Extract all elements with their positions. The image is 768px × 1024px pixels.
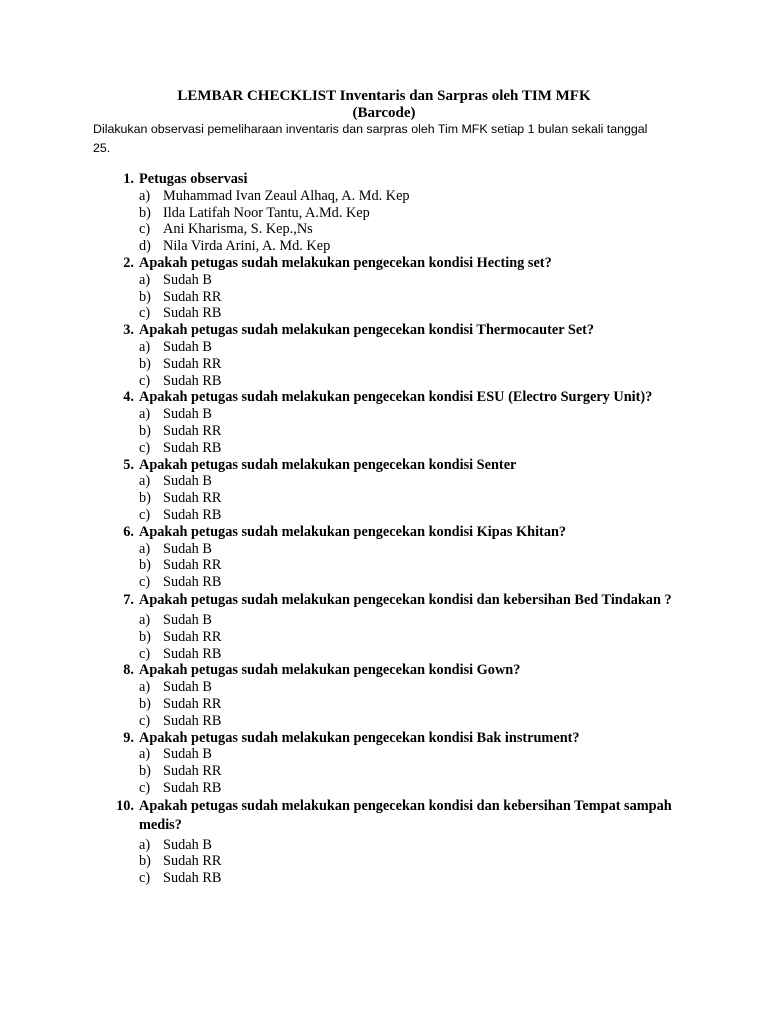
option-letter: a) — [139, 187, 151, 204]
option-list — [0, 837, 768, 887]
option-item — [0, 541, 768, 558]
option-item — [0, 272, 768, 289]
option-item — [0, 490, 768, 507]
option-text: Sudah RB — [163, 574, 222, 591]
question-text: Apakah petugas sudah melakukan pengecekan kondisi Thermocauter Set? — [139, 322, 595, 339]
question-text: Apakah petugas sudah melakukan pengecekan kondisi ESU (Electro Surgery Unit)? — [139, 389, 653, 406]
option-text: Sudah B — [163, 406, 212, 423]
checklist — [0, 171, 768, 887]
option-list — [0, 406, 768, 456]
option-text: Sudah RR — [163, 628, 222, 645]
option-letter: d) — [139, 238, 151, 255]
option-letter: a) — [139, 406, 151, 423]
option-item — [0, 837, 768, 854]
option-letter: a) — [139, 836, 151, 853]
option-item — [0, 406, 768, 423]
checklist-question — [0, 797, 679, 835]
option-text: Sudah B — [163, 679, 212, 696]
checklist-question — [0, 255, 679, 272]
option-text: Ilda Latifah Noor Tantu, A.Md. Kep — [163, 204, 370, 221]
option-item — [0, 713, 768, 730]
option-item — [0, 780, 768, 797]
question-text: Apakah petugas sudah melakukan pengecekan kondisi Gown? — [139, 662, 521, 679]
option-text: Ani Kharisma, S. Kep.,Ns — [163, 221, 313, 238]
option-letter: c) — [139, 574, 151, 591]
option-text: Muhammad Ivan Zeaul Alhaq, A. Md. Kep — [163, 187, 410, 204]
option-item — [0, 221, 768, 238]
option-item — [0, 746, 768, 763]
option-item — [0, 646, 768, 663]
option-letter: b) — [139, 628, 151, 645]
option-list — [0, 473, 768, 523]
question-text: Apakah petugas sudah melakukan pengecekan kondisi Senter — [139, 456, 517, 473]
option-letter: a) — [139, 271, 151, 288]
question-number: 9. — [123, 729, 134, 746]
option-letter: c) — [139, 779, 151, 796]
option-text: Sudah B — [163, 338, 212, 355]
option-text: Sudah RB — [163, 712, 222, 729]
option-letter: a) — [139, 540, 151, 557]
option-letter: a) — [139, 473, 151, 490]
question-number: 4. — [123, 389, 134, 406]
option-text: Sudah RB — [163, 506, 222, 523]
option-letter: c) — [139, 221, 151, 238]
option-item — [0, 440, 768, 457]
checklist-question — [0, 322, 679, 339]
option-letter: a) — [139, 679, 151, 696]
option-letter: c) — [139, 712, 151, 729]
option-item — [0, 629, 768, 646]
question-text: Apakah petugas sudah melakukan pengecekan kondisi dan kebersihan Bed Tindakan ? — [139, 591, 672, 608]
option-letter: c) — [139, 870, 151, 887]
option-text: Sudah RB — [163, 305, 222, 322]
question-number: 1. — [123, 171, 134, 187]
option-list — [0, 272, 768, 322]
question-number: 8. — [123, 662, 134, 679]
option-item — [0, 679, 768, 696]
option-letter: c) — [139, 506, 151, 523]
option-letter: b) — [139, 763, 151, 780]
question-number: 7. — [123, 591, 134, 608]
option-item — [0, 853, 768, 870]
option-item — [0, 696, 768, 713]
option-letter: a) — [139, 746, 151, 763]
checklist-question — [0, 662, 679, 679]
option-letter: c) — [139, 305, 151, 322]
option-letter: b) — [139, 557, 151, 574]
option-item — [0, 507, 768, 524]
option-text: Sudah B — [163, 836, 212, 853]
option-list — [0, 339, 768, 389]
option-letter: b) — [139, 695, 151, 712]
option-letter: b) — [139, 422, 151, 439]
option-text: Nila Virda Arini, A. Md. Kep — [163, 238, 331, 255]
checklist-question — [0, 524, 679, 541]
option-item — [0, 612, 768, 629]
option-list — [0, 746, 768, 796]
question-number: 6. — [123, 523, 134, 540]
option-text: Sudah B — [163, 611, 212, 628]
option-item — [0, 289, 768, 306]
option-letter: b) — [139, 204, 151, 221]
checklist-question — [0, 171, 679, 188]
intro-line-2: 25. — [93, 141, 111, 155]
checklist-question — [0, 730, 679, 747]
option-letter: b) — [139, 288, 151, 305]
option-item — [0, 473, 768, 490]
option-item — [0, 423, 768, 440]
option-text: Sudah RR — [163, 355, 222, 372]
option-text: Sudah RR — [163, 853, 222, 870]
document-title: LEMBAR CHECKLIST Inventaris dan Sarpras oleh TIM MFK — [177, 88, 591, 104]
option-text: Sudah RB — [163, 645, 222, 662]
option-text: Sudah B — [163, 271, 212, 288]
option-item — [0, 339, 768, 356]
option-text: Sudah B — [163, 540, 212, 557]
option-item — [0, 188, 768, 205]
intro-line-1: Dilakukan observasi pemeliharaan inventaris dan sarpras oleh Tim MFK setiap 1 bulan sekali tanggal — [93, 122, 648, 136]
option-item — [0, 305, 768, 322]
question-number: 5. — [123, 456, 134, 473]
option-letter: c) — [139, 372, 151, 389]
option-text: Sudah RR — [163, 763, 222, 780]
option-text: Sudah RB — [163, 372, 222, 389]
question-number: 10. — [116, 797, 134, 814]
option-letter: a) — [139, 338, 151, 355]
option-item — [0, 373, 768, 390]
question-number: 3. — [123, 322, 134, 339]
option-text: Sudah RR — [163, 490, 222, 507]
option-text: Sudah RR — [163, 422, 222, 439]
option-letter: b) — [139, 355, 151, 372]
question-text: Apakah petugas sudah melakukan pengecekan kondisi Kipas Khitan? — [139, 523, 567, 540]
option-letter: c) — [139, 645, 151, 662]
option-item — [0, 238, 768, 255]
intro-paragraph — [93, 120, 683, 158]
document-subtitle: (Barcode) — [352, 105, 416, 121]
option-text: Sudah B — [163, 473, 212, 490]
option-item — [0, 574, 768, 591]
question-number: 2. — [123, 254, 134, 271]
option-letter: b) — [139, 490, 151, 507]
option-text: Sudah RB — [163, 870, 222, 887]
option-text: Sudah B — [163, 746, 212, 763]
option-letter: c) — [139, 439, 151, 456]
option-list — [0, 541, 768, 591]
question-text: Petugas observasi — [139, 171, 248, 187]
option-list — [0, 679, 768, 729]
option-item — [0, 557, 768, 574]
option-letter: a) — [139, 611, 151, 628]
option-item — [0, 870, 768, 887]
option-item — [0, 763, 768, 780]
question-text: Apakah petugas sudah melakukan pengecekan kondisi Bak instrument? — [139, 729, 580, 746]
option-text: Sudah RR — [163, 695, 222, 712]
checklist-question — [0, 457, 679, 474]
option-list — [0, 188, 768, 255]
option-text: Sudah RR — [163, 288, 222, 305]
option-list — [0, 612, 768, 662]
question-text: Apakah petugas sudah melakukan pengecekan kondisi dan kebersihan Tempat sampah medis? — [139, 797, 672, 833]
option-letter: b) — [139, 853, 151, 870]
option-text: Sudah RR — [163, 557, 222, 574]
title-block — [0, 88, 768, 122]
checklist-question — [0, 389, 679, 406]
option-text: Sudah RB — [163, 779, 222, 796]
question-text: Apakah petugas sudah melakukan pengecekan kondisi Hecting set? — [139, 254, 552, 271]
option-text: Sudah RB — [163, 439, 222, 456]
option-item — [0, 205, 768, 222]
checklist-question — [0, 591, 679, 610]
option-item — [0, 356, 768, 373]
